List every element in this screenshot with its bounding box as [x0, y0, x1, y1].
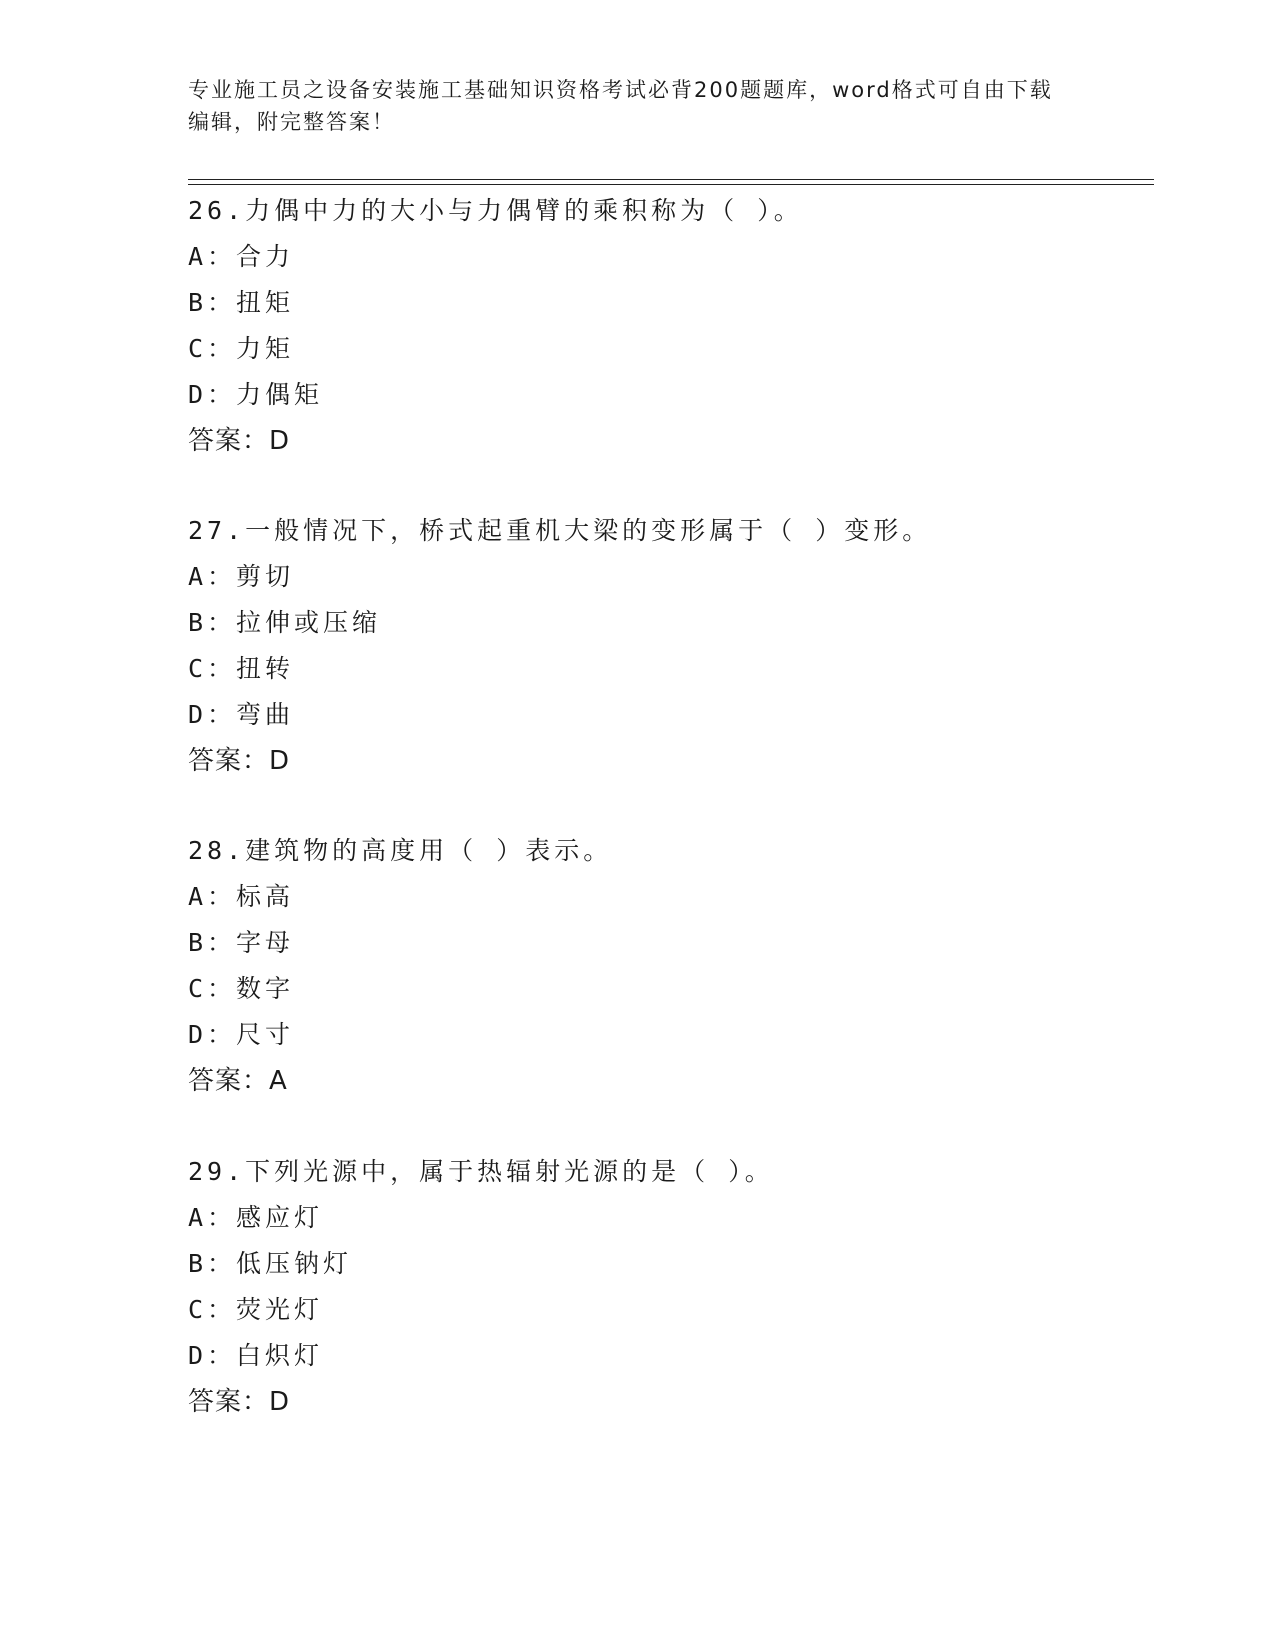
question-stem: 26.力偶中力的大小与力偶臂的乘积称为（ ）。: [188, 196, 803, 225]
question-stem: 27.一般情况下，桥式起重机大梁的变形属于（ ）变形。: [188, 516, 932, 545]
answer: 答案：A: [188, 1066, 288, 1096]
option-b: B：拉伸或压缩: [188, 608, 382, 637]
option-c: C：荧光灯: [188, 1295, 324, 1324]
header-divider-top: [188, 179, 1154, 180]
option-a: A：感应灯: [188, 1203, 324, 1232]
document-title: 专业施工员之设备安装施工基础知识资格考试必背200题题库，word格式可自由下载编辑，附完整答案！: [188, 78, 1053, 134]
option-a: A：剪切: [188, 562, 295, 591]
option-b: B：字母: [188, 928, 295, 957]
option-d: D：弯曲: [188, 700, 295, 729]
header-divider-bottom: [188, 184, 1154, 185]
option-b: B：扭矩: [188, 288, 295, 317]
question-29: [188, 1149, 1148, 1425]
option-d: D：白炽灯: [188, 1341, 324, 1370]
option-b: B：低压钠灯: [188, 1249, 353, 1278]
option-d: D：力偶矩: [188, 380, 324, 409]
option-c: C：扭转: [188, 654, 295, 683]
question-26: [188, 188, 1148, 464]
option-d: D：尺寸: [188, 1020, 295, 1049]
question-27: [188, 508, 1148, 784]
answer: 答案：D: [188, 426, 291, 456]
question-28: [188, 828, 1148, 1104]
option-c: C：数字: [188, 974, 295, 1003]
answer: 答案：D: [188, 1387, 291, 1417]
option-c: C：力矩: [188, 334, 295, 363]
option-a: A：标高: [188, 882, 295, 911]
option-a: A：合力: [188, 242, 295, 271]
question-stem: 28.建筑物的高度用（ ）表示。: [188, 836, 613, 865]
answer: 答案：D: [188, 746, 291, 776]
question-stem: 29.下列光源中，属于热辐射光源的是（ ）。: [188, 1157, 774, 1186]
